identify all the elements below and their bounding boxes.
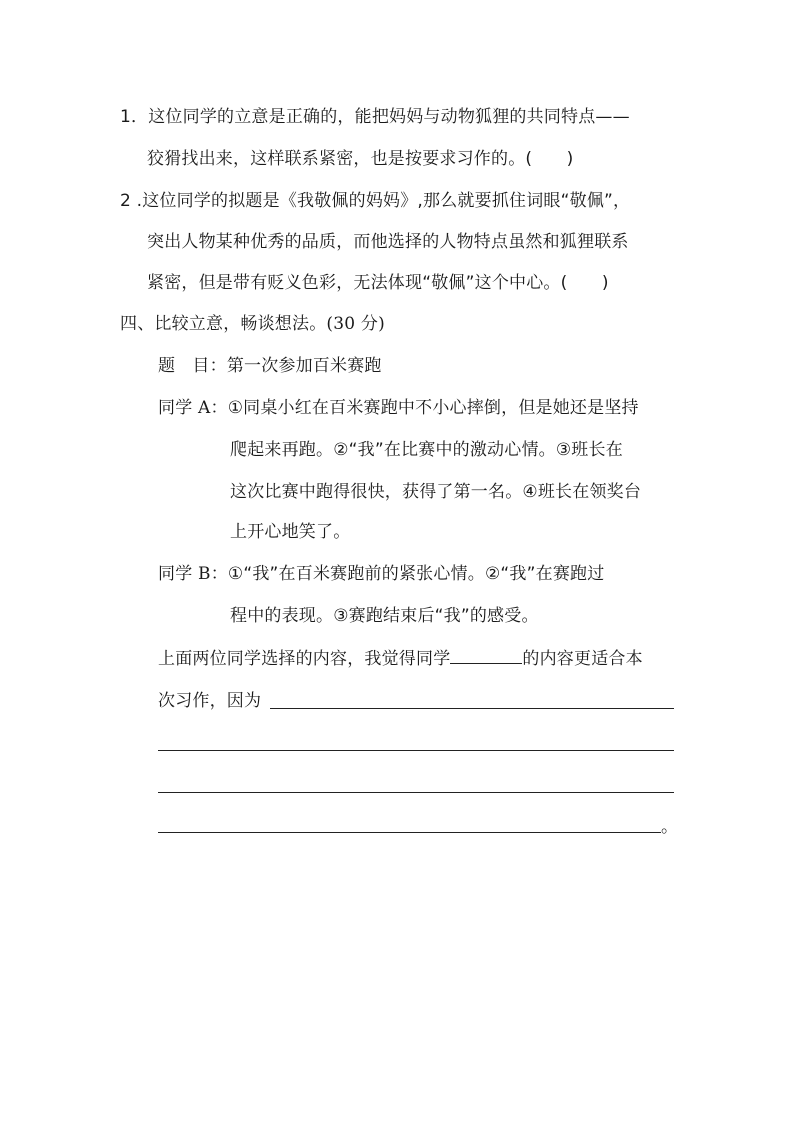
student-a-line2: 爬起来再跑。②“我”在比赛中的激动心情。③班长在 — [230, 440, 623, 460]
student-choice-blank[interactable] — [450, 647, 522, 664]
q1-line2: 狡猾找出来，这样联系紧密，也是按要求习作的。( ) — [147, 149, 574, 169]
topic-line — [158, 355, 382, 377]
topic-label: 题 目： — [158, 356, 227, 376]
answer-line2: 次习作，因为 — [158, 691, 262, 711]
q2-line2: 突出人物某种优秀的品质，而他选择的人物特点虽然和狐狸联系 — [147, 232, 629, 252]
student-a-line3: 这次比赛中跑得很快，获得了第一名。④班长在领奖台 — [230, 482, 642, 502]
student-a-line1: 同学 A：①同桌小红在百米赛跑中不小心摔倒，但是她还是坚持 — [158, 398, 639, 418]
answer-blank-2[interactable] — [158, 750, 674, 751]
student-a-line4: 上开心地笑了。 — [230, 522, 351, 542]
answer-blank-4[interactable] — [158, 832, 661, 833]
student-a-label: 同学 A： — [158, 398, 228, 418]
q2-line3: 紧密，但是带有贬义色彩，无法体现“敬佩”这个中心。( ) — [147, 273, 609, 293]
answer-blank-1[interactable] — [270, 708, 674, 709]
q2-line1: 2 .这位同学的拟题是《我敬佩的妈妈》,那么就要抓住词眼“敬佩”， — [120, 191, 631, 211]
student-b-label: 同学 B： — [158, 564, 228, 584]
section4-heading: 四、比较立意，畅谈想法。(30 分) — [120, 314, 385, 334]
answer-end-mark: 。 — [661, 817, 679, 837]
student-b-line2: 程中的表现。③赛跑结束后“我”的感受。 — [230, 606, 539, 626]
answer-line1: 上面两位同学选择的内容，我觉得同学 的内容更适合本 — [158, 649, 643, 669]
q1-line1: 1．这位同学的立意是正确的，能把妈妈与动物狐狸的共同特点—— — [120, 107, 630, 127]
answer-blank-3[interactable] — [158, 792, 674, 793]
topic-text: 第一次参加百米赛跑 — [226, 356, 382, 376]
student-b-line1: 同学 B：①“我”在百米赛跑前的紧张心情。②“我”在赛跑过 — [158, 564, 605, 584]
